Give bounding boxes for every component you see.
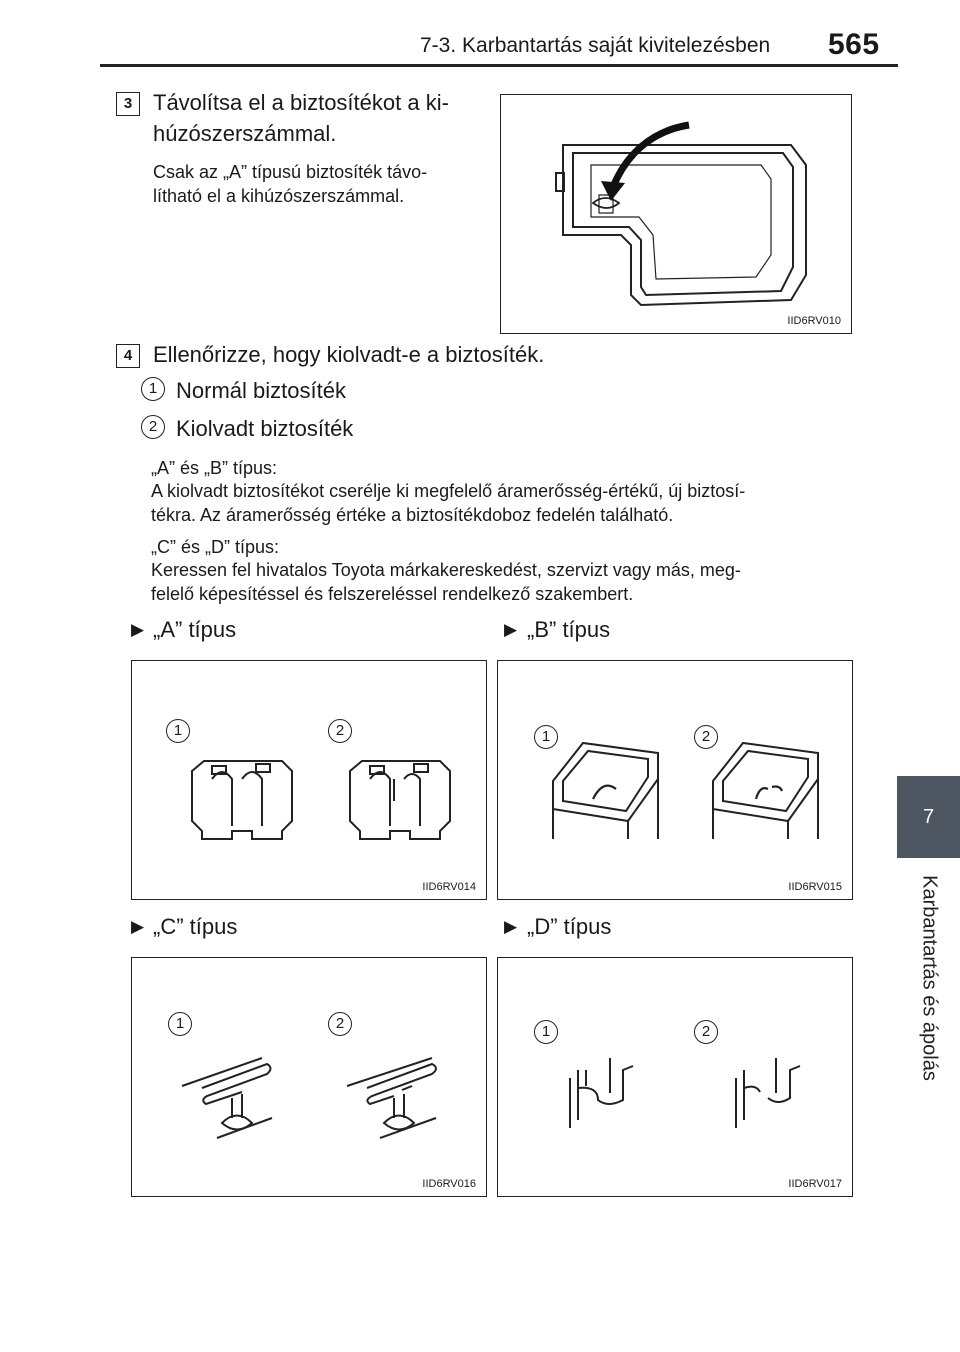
step3-title-line1: Távolítsa el a biztosítékot a ki- (153, 90, 449, 115)
type-a-figure (131, 660, 487, 900)
fuse-box-illustration (501, 95, 853, 335)
bolt-fuse-illustration (132, 958, 488, 1198)
step4-title: Ellenőrizze, hogy kiolvadt-e a biztosíték. (153, 342, 545, 367)
step-number-3: 3 (116, 92, 140, 116)
figure-code: IID6RV015 (788, 881, 842, 893)
bullet-arrow-icon: ▶ (131, 620, 145, 639)
blade-fuse-illustration (132, 661, 488, 901)
note-ab-line2: tékra. Az áramerősség értéke a biztosítékdoboz fedelén található. (151, 505, 674, 525)
step3-note-line2: lítható el a kihúzószerszámmal. (153, 186, 405, 206)
figure-code: IID6RV014 (422, 881, 476, 893)
marker-1: 1 (534, 1020, 558, 1044)
bullet-arrow-icon: ▶ (131, 917, 145, 936)
note-ab-line1: A kiolvadt biztosítékot cserélje ki megfelelő áramerősség-értékű, új biztosí- (151, 481, 746, 501)
chapter-title: Karbantartás és ápolás (918, 875, 940, 1081)
type-b-figure (497, 660, 853, 900)
type-a-label: „A” típus (153, 617, 237, 642)
marker-1: 1 (168, 1012, 192, 1036)
marker-1: 1 (534, 725, 558, 749)
chapter-title-tab (897, 858, 960, 1098)
bullet-arrow-icon: ▶ (504, 917, 518, 936)
marker-2: 2 (328, 719, 352, 743)
figure-code: IID6RV010 (787, 315, 841, 327)
page-number: 565 (828, 28, 880, 61)
note-cd-line1: Keressen fel hivatalos Toyota márkakereskedést, szervizt vagy más, meg- (151, 560, 741, 580)
note-cd-line2: felelő képesítéssel és felszereléssel rendelkező szakembert. (151, 584, 634, 604)
chapter-number-tab: 7 (897, 776, 960, 858)
strip-fuse-illustration (498, 958, 854, 1198)
type-b-label: „B” típus (527, 617, 611, 642)
type-c-figure (131, 957, 487, 1197)
step-number-4: 4 (116, 344, 140, 368)
item-label-blown: Kiolvadt biztosíték (176, 416, 354, 441)
figure-code: IID6RV017 (788, 1178, 842, 1190)
marker-2: 2 (694, 1020, 718, 1044)
header-rule (100, 64, 898, 67)
bullet-arrow-icon: ▶ (504, 620, 518, 639)
type-d-figure (497, 957, 853, 1197)
type-c-label: „C” típus (153, 914, 238, 939)
marker-2: 2 (694, 725, 718, 749)
marker-1: 1 (166, 719, 190, 743)
note-ab-heading: „A” és „B” típus: (151, 458, 278, 478)
section-title: 7-3. Karbantartás saját kivitelezésben (420, 34, 771, 57)
step3-note-line1: Csak az „A” típusú biztosíték távo- (153, 162, 428, 182)
type-d-label: „D” típus (527, 914, 612, 939)
cartridge-fuse-illustration (498, 661, 854, 901)
fuse-puller-figure (500, 94, 852, 334)
step3-title-line2: húzószerszámmal. (153, 121, 337, 146)
note-cd-heading: „C” és „D” típus: (151, 537, 280, 557)
item-number-1: 1 (141, 377, 165, 401)
item-label-normal: Normál biztosíték (176, 378, 346, 403)
figure-code: IID6RV016 (422, 1178, 476, 1190)
item-number-2: 2 (141, 415, 165, 439)
marker-2: 2 (328, 1012, 352, 1036)
